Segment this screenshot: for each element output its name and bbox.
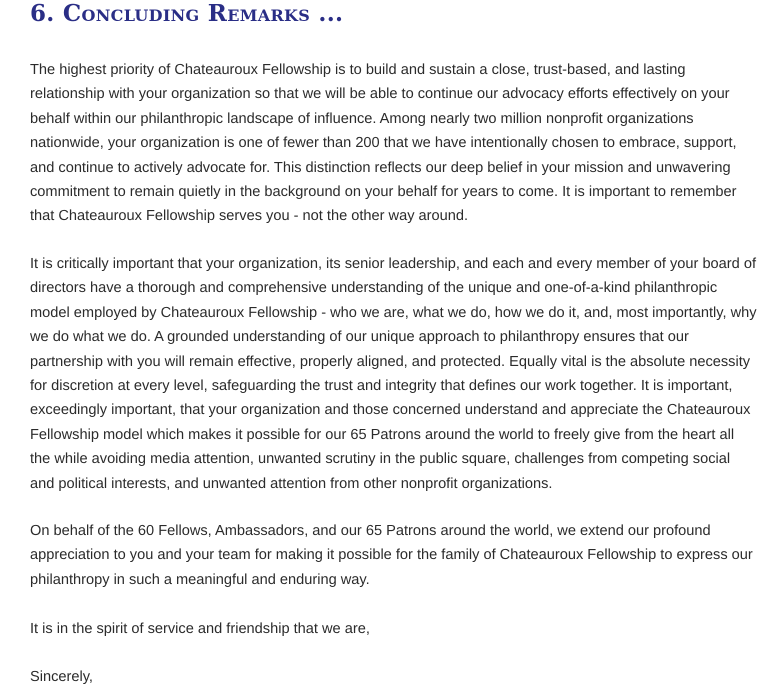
- paragraph-priority: The highest priority of Chateauroux Fellowship is to build and sustain a close, trust-based, and lasting relationship with your organization so that we will be able to continue our advocacy efforts effectively on your behalf within our philanthropic landscape of influence. Among nearly two million nonprofit organizations nationwide, your organization is one of fewer than 200 that we have intentionally chosen to embrace, support, and continue to actively advocate for. This distinction reflects our deep belief in your mission and unwavering commitment to remain quietly in the background on your behalf for years to come. It is important to remember that Chateauroux Fellowship serves you - not the other way around.: [30, 62, 737, 225]
- section-heading-wrap: [30, 0, 343, 28]
- paragraph-understanding: It is critically important that your organization, its senior leadership, and each and every member of your board of directors have a thorough and comprehensive understanding of the unique and one-of-a-kind philanthropic model employed by Chateauroux Fellowship - who we are, what we do, how we do it, and, most importantly, why we do what we do. A grounded understanding of our unique approach to philanthropy ensures that our partnership with you will remain effective, properly aligned, and protected. Equally vital is the absolute necessity for discretion at every level, safeguarding the trust and integrity that defines our work together. It is important, exceedingly important, that your organization and those concerned understand and appreciate the Chateauroux Fellowship model which makes it possible for our 65 Patrons around the world to freely give from the heart all the while avoiding media attention, unwanted scrutiny in the public square, challenges from competing social and political interests, and unwanted attention from other nonprofit organizations.: [30, 256, 757, 492]
- signoff: Sincerely,: [30, 669, 93, 685]
- section-heading: 6. Concluding Remarks ...: [30, 0, 344, 27]
- paragraph-closing-line: It is in the spirit of service and friendship that we are,: [30, 621, 370, 637]
- paragraph-appreciation: On behalf of the 60 Fellows, Ambassadors, and our 65 Patrons around the world, we extend our profound appreciation to you and your team for making it possible for the family of Chateauroux Fellowship to express our philanthropy in such a meaningful and enduring way.: [30, 523, 753, 588]
